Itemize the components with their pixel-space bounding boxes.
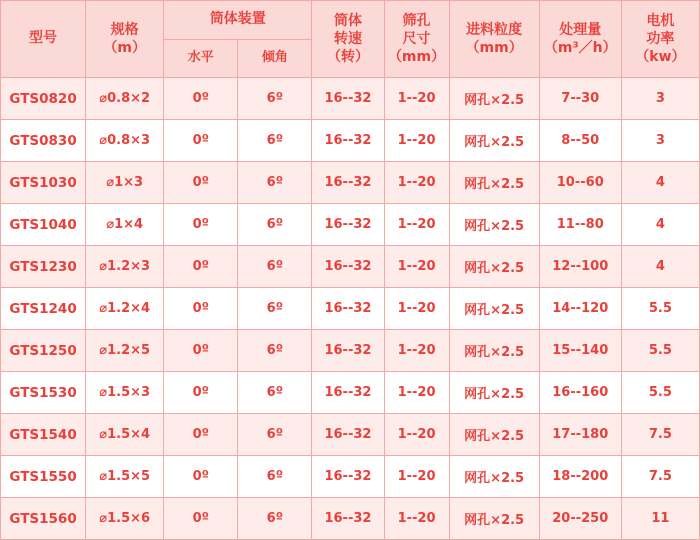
cell-model: GTS1030 — [1, 162, 86, 204]
cell-angle: 6º — [238, 162, 312, 204]
cell-horizontal: 0º — [164, 372, 238, 414]
column-header-capacity-line2: （m³／h） — [543, 40, 617, 56]
column-header-sieve-line3: （mm） — [387, 49, 446, 66]
cell-speed: 16--32 — [312, 78, 384, 120]
cell-angle: 6º — [238, 288, 312, 330]
cell-speed: 16--32 — [312, 288, 384, 330]
column-header-feed-size — [449, 1, 539, 78]
column-header-sieve-size — [384, 1, 449, 78]
cell-power: 3 — [621, 78, 699, 120]
table-row — [1, 498, 700, 540]
cell-power: 4 — [621, 246, 699, 288]
cell-horizontal: 0º — [164, 414, 238, 456]
cell-spec: ⌀1×3 — [86, 162, 164, 204]
column-header-model: 型号 — [1, 1, 86, 78]
cell-horizontal: 0º — [164, 78, 238, 120]
column-header-feed-size-line2: （mm） — [465, 40, 523, 56]
cell-feed-size: 网孔×2.5 — [449, 456, 539, 498]
cell-power: 4 — [621, 162, 699, 204]
table-row — [1, 162, 700, 204]
cell-sieve: 1--20 — [384, 78, 449, 120]
column-header-drum-speed-line3: （转） — [326, 49, 369, 66]
cell-angle: 6º — [238, 498, 312, 540]
cell-power: 5.5 — [621, 372, 699, 414]
cell-feed-size: 网孔×2.5 — [449, 162, 539, 204]
cell-horizontal: 0º — [164, 120, 238, 162]
table-row — [1, 456, 700, 498]
cell-sieve: 1--20 — [384, 456, 449, 498]
table-header — [1, 1, 700, 78]
column-header-capacity — [539, 1, 621, 78]
cell-capacity: 7--30 — [539, 78, 621, 120]
cell-power: 7.5 — [621, 414, 699, 456]
cell-feed-size: 网孔×2.5 — [449, 120, 539, 162]
column-header-drum-speed — [312, 1, 384, 78]
cell-speed: 16--32 — [312, 204, 384, 246]
cell-angle: 6º — [238, 330, 312, 372]
cell-speed: 16--32 — [312, 456, 384, 498]
cell-sieve: 1--20 — [384, 372, 449, 414]
cell-feed-size: 网孔×2.5 — [449, 78, 539, 120]
table-row — [1, 246, 700, 288]
cell-spec: ⌀1.5×6 — [86, 498, 164, 540]
cell-sieve: 1--20 — [384, 204, 449, 246]
cell-spec: ⌀1.2×3 — [86, 246, 164, 288]
cell-sieve: 1--20 — [384, 330, 449, 372]
cell-spec: ⌀1.5×3 — [86, 372, 164, 414]
cell-feed-size: 网孔×2.5 — [449, 372, 539, 414]
cell-model: GTS0830 — [1, 120, 86, 162]
table-row — [1, 120, 700, 162]
cell-sieve: 1--20 — [384, 498, 449, 540]
column-header-power-line1: 电机 — [646, 12, 675, 29]
cell-angle: 6º — [238, 204, 312, 246]
table-row — [1, 288, 700, 330]
cell-horizontal: 0º — [164, 288, 238, 330]
column-header-power-line2: 功率 — [646, 30, 675, 47]
cell-spec: ⌀1.2×5 — [86, 330, 164, 372]
cell-horizontal: 0º — [164, 456, 238, 498]
column-header-drum-horizontal: 水平 — [164, 39, 238, 78]
cell-horizontal: 0º — [164, 330, 238, 372]
cell-horizontal: 0º — [164, 498, 238, 540]
cell-spec: ⌀1.5×4 — [86, 414, 164, 456]
column-header-motor-power — [621, 1, 699, 78]
column-header-sieve-line1: 筛孔 — [402, 12, 431, 29]
column-header-drum-angle: 倾角 — [238, 39, 312, 78]
table-row — [1, 372, 700, 414]
cell-feed-size: 网孔×2.5 — [449, 498, 539, 540]
column-header-spec-line1: 规格 — [110, 21, 139, 38]
cell-model: GTS1530 — [1, 372, 86, 414]
cell-sieve: 1--20 — [384, 414, 449, 456]
table-body — [1, 78, 700, 540]
cell-speed: 16--32 — [312, 120, 384, 162]
cell-spec: ⌀1×4 — [86, 204, 164, 246]
cell-capacity: 20--250 — [539, 498, 621, 540]
cell-feed-size: 网孔×2.5 — [449, 414, 539, 456]
cell-angle: 6º — [238, 246, 312, 288]
cell-model: GTS1230 — [1, 246, 86, 288]
cell-horizontal: 0º — [164, 162, 238, 204]
column-header-feed-size-line1: 进料粒度 — [466, 21, 523, 38]
table-row — [1, 414, 700, 456]
cell-speed: 16--32 — [312, 414, 384, 456]
cell-horizontal: 0º — [164, 204, 238, 246]
cell-angle: 6º — [238, 414, 312, 456]
cell-angle: 6º — [238, 120, 312, 162]
table-row — [1, 204, 700, 246]
cell-capacity: 17--180 — [539, 414, 621, 456]
cell-model: GTS1540 — [1, 414, 86, 456]
cell-feed-size: 网孔×2.5 — [449, 288, 539, 330]
cell-model: GTS1240 — [1, 288, 86, 330]
cell-sieve: 1--20 — [384, 162, 449, 204]
cell-speed: 16--32 — [312, 330, 384, 372]
cell-spec: ⌀1.5×5 — [86, 456, 164, 498]
header-row-top — [1, 1, 700, 40]
cell-model: GTS1560 — [1, 498, 86, 540]
cell-capacity: 15--140 — [539, 330, 621, 372]
cell-angle: 6º — [238, 456, 312, 498]
cell-capacity: 14--120 — [539, 288, 621, 330]
cell-feed-size: 网孔×2.5 — [449, 246, 539, 288]
column-header-power-line3: （kw） — [635, 49, 686, 66]
cell-speed: 16--32 — [312, 246, 384, 288]
cell-spec: ⌀1.2×4 — [86, 288, 164, 330]
cell-capacity: 11--80 — [539, 204, 621, 246]
cell-feed-size: 网孔×2.5 — [449, 330, 539, 372]
cell-power: 11 — [621, 498, 699, 540]
column-header-drum-device: 筒体装置 — [164, 1, 312, 40]
table-row — [1, 330, 700, 372]
column-header-spec-line2: （m） — [103, 40, 146, 56]
cell-model: GTS1550 — [1, 456, 86, 498]
cell-capacity: 18--200 — [539, 456, 621, 498]
cell-horizontal: 0º — [164, 246, 238, 288]
cell-power: 3 — [621, 120, 699, 162]
cell-speed: 16--32 — [312, 162, 384, 204]
cell-capacity: 8--50 — [539, 120, 621, 162]
cell-model: GTS1250 — [1, 330, 86, 372]
column-header-spec — [86, 1, 164, 78]
column-header-drum-speed-line2: 转速 — [333, 30, 362, 47]
cell-capacity: 10--60 — [539, 162, 621, 204]
cell-spec: ⌀0.8×3 — [86, 120, 164, 162]
cell-sieve: 1--20 — [384, 120, 449, 162]
cell-model: GTS1040 — [1, 204, 86, 246]
cell-capacity: 16--160 — [539, 372, 621, 414]
cell-angle: 6º — [238, 78, 312, 120]
cell-model: GTS0820 — [1, 78, 86, 120]
column-header-capacity-line1: 处理量 — [559, 21, 602, 38]
column-header-drum-speed-line1: 筒体 — [333, 12, 362, 29]
cell-sieve: 1--20 — [384, 246, 449, 288]
cell-power: 7.5 — [621, 456, 699, 498]
cell-speed: 16--32 — [312, 372, 384, 414]
cell-power: 5.5 — [621, 330, 699, 372]
cell-capacity: 12--100 — [539, 246, 621, 288]
cell-feed-size: 网孔×2.5 — [449, 204, 539, 246]
cell-spec: ⌀0.8×2 — [86, 78, 164, 120]
cell-power: 5.5 — [621, 288, 699, 330]
column-header-sieve-line2: 尺寸 — [402, 30, 431, 47]
cell-angle: 6º — [238, 372, 312, 414]
cell-speed: 16--32 — [312, 498, 384, 540]
table-row — [1, 78, 700, 120]
cell-power: 4 — [621, 204, 699, 246]
cell-sieve: 1--20 — [384, 288, 449, 330]
